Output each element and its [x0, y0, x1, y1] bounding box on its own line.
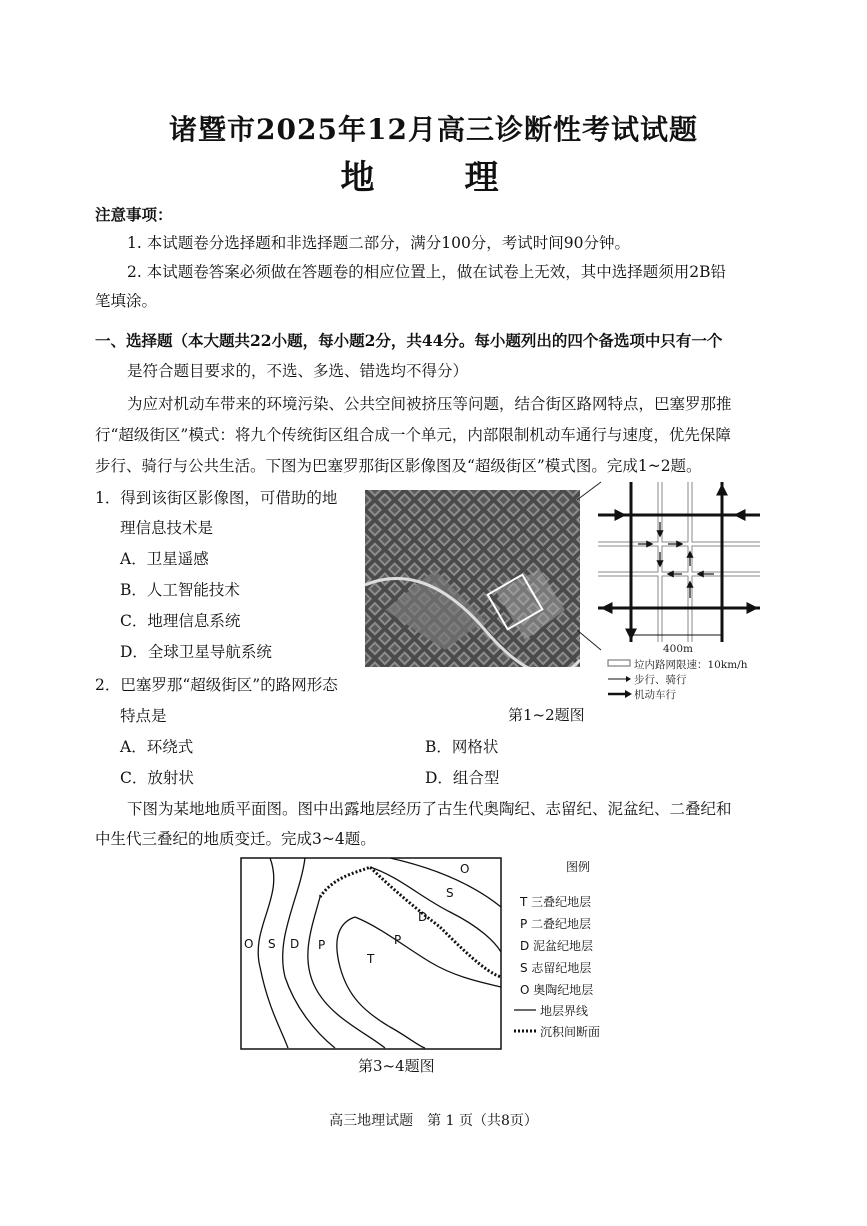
section-heading-cont: 是符合题目要求的，不选、多选、错选均不得分）: [127, 362, 469, 380]
q1-option-d: D．全球卫星导航系统: [120, 643, 272, 661]
figure-3-4-caption: 第3~4题图: [358, 1057, 435, 1075]
q2-stem: 2．巴塞罗那“超级街区”的路网形态: [95, 676, 338, 694]
geo-legend-silurian: S 志留纪地层: [520, 961, 592, 975]
geo-legend-ordovician: O 奥陶纪地层: [520, 983, 594, 997]
notice-item-2: 2. 本试题卷答案必须做在答题卷的相应位置上，做在试卷上无效，其中选择题须用2B铅: [127, 263, 726, 281]
geo-legend-title: 图例: [566, 860, 591, 874]
q2-option-b: B．网格状: [425, 738, 499, 756]
intro34-line-1: 下图为某地地质平面图。图中出露地层经历了古生代奥陶纪、志留纪、泥盆纪、二叠纪和: [127, 800, 732, 818]
svg-text:P: P: [394, 933, 402, 947]
q2-option-a: A．环绕式: [120, 738, 194, 756]
section-heading: 一、选择题（本大题共22小题，每小题2分，共44分。每小题列出的四个备选项中只有一个: [95, 331, 723, 350]
page-footer: 高三地理试题 第 1 页（共8页）: [329, 1113, 538, 1129]
notice-item-1: 1. 本试题卷分选择题和非选择题二部分，满分100分，考试时间90分钟。: [127, 234, 631, 252]
geo-legend-triassic: T 三叠纪地层: [520, 895, 592, 909]
legend-walk-cycle: 步行、骑行: [634, 674, 687, 686]
svg-text:O: O: [244, 937, 254, 951]
intro12-line-1: 为应对机动车带来的环境污染、公共空间被挤压等问题，结合街区路网特点，巴塞罗那推: [127, 395, 732, 413]
notice-heading: 注意事项：: [95, 205, 173, 224]
superblock-diagram: [598, 482, 760, 642]
geo-legend-permian: P 二叠纪地层: [520, 917, 592, 931]
q1-option-b: B．人工智能技术: [120, 581, 240, 599]
q1-stem-cont: 理信息技术是: [120, 519, 214, 537]
q1-option-c: C．地理信息系统: [120, 612, 241, 630]
q2-option-c: C．放射状: [120, 769, 194, 787]
notice-item-2-cont: 笔填涂。: [95, 292, 158, 310]
superblock-legend-symbols: [607, 658, 633, 702]
scale-label: 400m: [663, 643, 693, 655]
q1-option-a: A．卫星遥感: [120, 550, 209, 568]
exam-title: 诸暨市2025年12月高三诊断性考试试题: [169, 113, 698, 146]
q1-stem: 1．得到该街区影像图，可借助的地: [95, 489, 338, 507]
geo-legend-symbols: [512, 1002, 538, 1036]
barcelona-satellite-image: [365, 490, 580, 667]
geo-legend-unconformity: 沉积间断面: [540, 1025, 601, 1039]
intro12-line-3: 步行、骑行与公共生活。下图为巴塞罗那街区影像图及“超级街区”模式图。完成1~2题。: [95, 457, 702, 475]
svg-text:O: O: [460, 862, 470, 876]
subject-title: 地 理: [340, 158, 527, 198]
intro34-line-2: 中生代三叠纪的地质变迁。完成3~4题。: [95, 830, 376, 848]
q2-stem-cont: 特点是: [120, 707, 167, 725]
legend-speed-limit: 垃内路网限速：10km/h: [634, 659, 748, 671]
q2-option-d: D．组合型: [425, 769, 500, 787]
svg-text:S: S: [268, 937, 276, 951]
intro12-line-2: 行“超级街区”模式：将九个传统街区组合成一个单元，内部限制机动车通行与速度，优先保障: [95, 426, 731, 444]
svg-text:P: P: [318, 938, 326, 952]
svg-text:T: T: [367, 952, 375, 966]
svg-text:D: D: [418, 910, 428, 924]
figure-1-2-caption: 第1~2题图: [508, 706, 585, 724]
svg-text:S: S: [446, 886, 454, 900]
geological-map: [240, 857, 502, 1050]
svg-text:D: D: [290, 937, 300, 951]
legend-motor-vehicle: 机动车行: [634, 689, 676, 701]
geo-legend-devonian: D 泥盆纪地层: [520, 939, 594, 953]
geo-legend-boundary: 地层界线: [540, 1004, 589, 1018]
